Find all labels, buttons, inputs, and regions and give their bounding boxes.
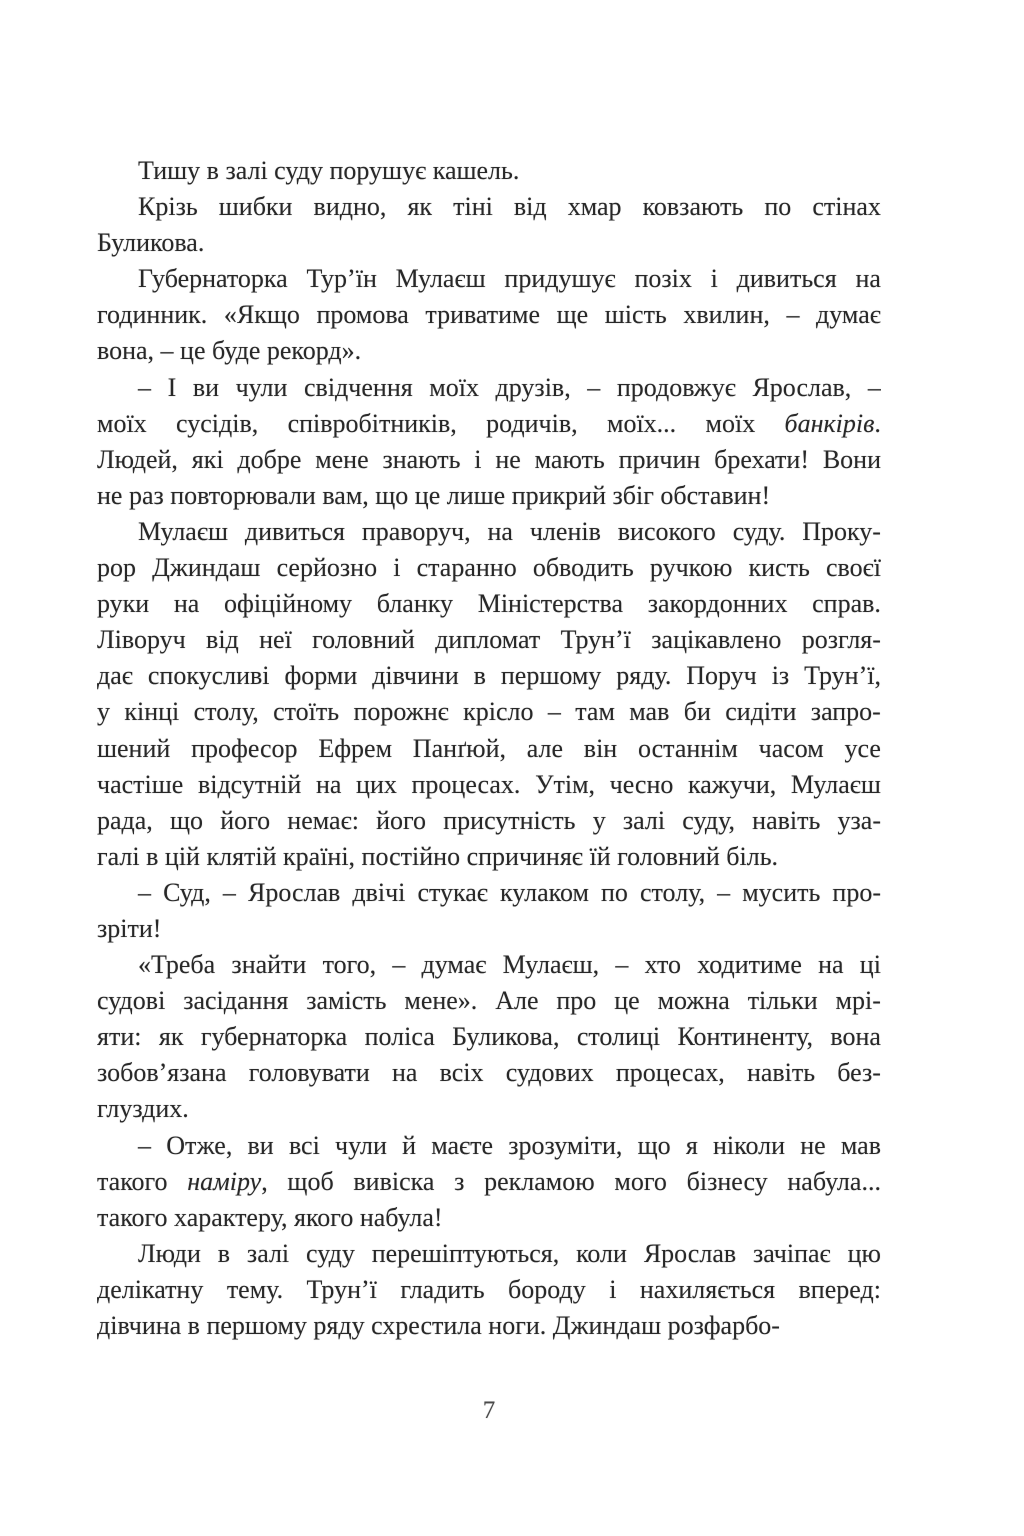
text-line: дівчина в першому ряду схрестила ноги. Джиндаш розфарбо- <box>97 1311 780 1340</box>
text-line: судові засідання замість мене». Але про це можна тільки мрі- <box>97 986 881 1016</box>
text-line: годинник. «Якщо промова триватиме ще шість хвилин, – думає <box>97 300 881 330</box>
paragraph <box>97 514 881 875</box>
text-line: зобов’язана головувати на всіх судових процесах, навіть без- <box>97 1058 881 1088</box>
text-line: такого характеру, якого набула! <box>97 1202 443 1232</box>
text-line: – Суд, – Ярослав двічі стукає кулаком по столу, – мусить про- <box>138 877 881 907</box>
text-line: рор Джиндаш серйозно і старанно обводить ручкою кисть своєї <box>97 553 881 583</box>
paragraph <box>97 153 881 189</box>
text-line: дає спокусливі форми дівчини в першому ряду. Поруч із Трун’ї, <box>97 661 881 691</box>
text-line: яти: як губернаторка поліса Буликова, столиці Континенту, вона <box>97 1022 881 1052</box>
text-line: частіше відсутній на цих процесах. Утім, чесно кажучи, Мулаєш <box>97 769 881 799</box>
text-line: делікатну тему. Трун’ї гладить бороду і нахиляється вперед: <box>97 1274 881 1304</box>
text-line: моїх сусідів, співробітників, родичів, моїх... моїх банкірів. <box>97 408 881 438</box>
text-line: не раз повторювали вам, що це лише прикрий збіг обставин! <box>97 480 771 510</box>
paragraph <box>97 1236 881 1344</box>
text-line: такого наміру, щоб вивіска з рекламою мого бізнесу набула... <box>97 1166 881 1196</box>
text-line: шений професор Ефрем Панґюй, але він останнім часом усе <box>97 733 881 763</box>
text-line: у кінці столу, стоїть порожнє крісло – там мав би сидіти запро- <box>97 697 881 727</box>
paragraph <box>97 370 881 514</box>
text-block <box>97 153 881 1344</box>
text-line: – Отже, ви всі чули й маєте зрозуміти, що я ніколи не мав <box>138 1130 881 1160</box>
paragraph <box>97 1128 881 1236</box>
paragraph <box>97 189 881 261</box>
text-line: Тишу в залі суду порушує кашель. <box>138 156 520 185</box>
text-line: Губернаторка Тур’їн Мулаєш придушує позіх і дивиться на <box>138 264 881 294</box>
text-line: Людей, які добре мене знають і не мають причин брехати! Вони <box>97 444 881 474</box>
text-line: галі в цій клятій країні, постійно спричиняє їй головний біль. <box>97 841 779 871</box>
paragraph <box>97 875 881 947</box>
text-line: глуздих. <box>97 1094 189 1124</box>
text-line: вона, – це буде рекорд». <box>97 336 362 366</box>
text-line: руки на офіційному бланку Міністерства закордонних справ. <box>97 589 881 619</box>
text-line: Крізь шибки видно, як тіні від хмар ковзають по стінах <box>138 192 881 222</box>
paragraph <box>97 261 881 369</box>
text-line: зріти! <box>97 913 162 943</box>
paragraph <box>97 947 881 1127</box>
page-number: 7 <box>482 1397 496 1424</box>
text-line: Ліворуч від неї головний дипломат Трун’ї зацікавлено розгля- <box>97 625 881 655</box>
text-line: – І ви чули свідчення моїх друзів, – продовжує Ярослав, – <box>138 372 881 402</box>
text-line: Люди в залі суду перешіптуються, коли Ярослав зачіпає цю <box>138 1238 881 1268</box>
text-line: «Треба знайти того, – думає Мулаєш, – хто ходитиме на ці <box>138 950 881 980</box>
text-line: Мулаєш дивиться праворуч, на членів високого суду. Проку- <box>138 516 881 546</box>
text-line: рада, що його немає: його присутність у залі суду, навіть уза- <box>97 805 881 835</box>
text-line: Буликова. <box>97 228 205 258</box>
